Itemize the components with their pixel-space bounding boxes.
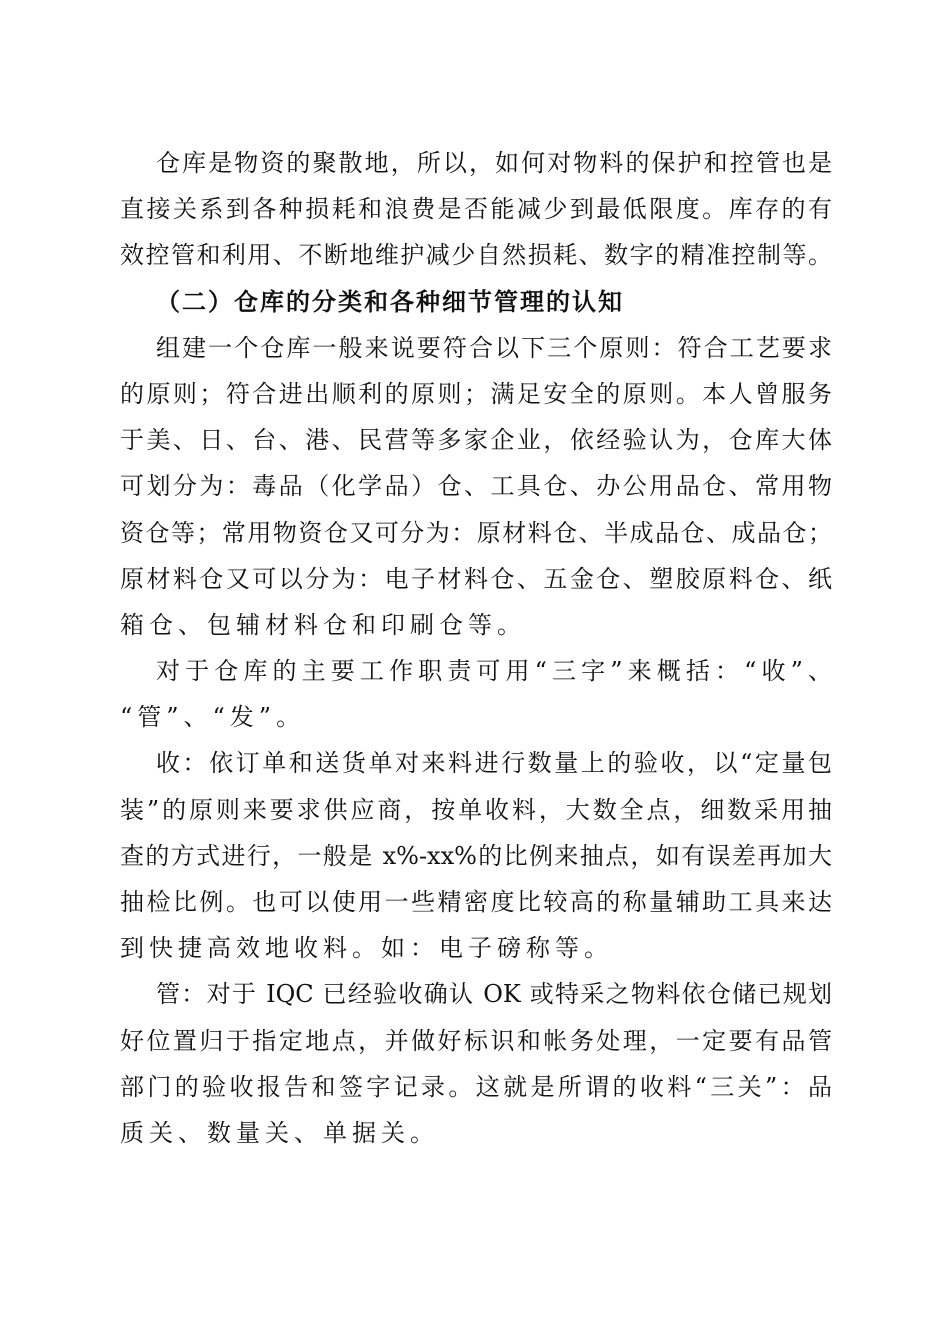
paragraph-line: “管”、“发”。 — [120, 703, 306, 732]
paragraph-line: 组建一个仓库一般来说要符合以下三个原则：符合工艺要求 — [156, 333, 832, 362]
paragraph-line: 直接关系到各种损耗和浪费是否能减少到最低限度。库存的有 — [120, 195, 832, 224]
paragraph-line: 装”的原则来要求供应商，按单收料，大数全点，细数采用抽 — [120, 795, 832, 824]
paragraph-line: 部门的验收报告和签字记录。这就是所谓的收料“三关”：品 — [120, 1072, 832, 1101]
paragraph-line: 收：依订单和送货单对来料进行数量上的验收，以“定量包 — [156, 749, 832, 778]
paragraph-line: 到快捷高效地收料。如：电子磅称等。 — [120, 934, 613, 963]
paragraph-line: 仓库是物资的聚散地，所以，如何对物料的保护和控管也是 — [156, 149, 832, 177]
paragraph-line: 抽检比例。也可以使用一些精密度比较高的称量辅助工具来达 — [120, 888, 832, 916]
paragraph-line: 管：对于 IQC 已经验收确认 OK 或特采之物料依仓储已规划 — [156, 980, 832, 1009]
paragraph-line: 资仓等；常用物资仓又可分为：原材料仓、半成品仓、成品仓； — [120, 518, 832, 547]
paragraph-line: 质关、数量关、单据关。 — [120, 1118, 439, 1147]
document-body — [120, 140, 832, 1156]
section-heading: （二）仓库的分类和各种细节管理的认知 — [156, 286, 624, 316]
paragraph-line: 查的方式进行，一般是 x%-xx%的比例来抽点，如有误差再加大 — [120, 841, 832, 870]
paragraph-line: 的原则；符合进出顺利的原则；满足安全的原则。本人曾服务 — [120, 379, 832, 408]
paragraph-line: 箱仓、包辅材料仓和印刷仓等。 — [120, 610, 526, 639]
paragraph-line: 于美、日、台、港、民营等多家企业，依经验认为，仓库大体 — [120, 426, 832, 455]
paragraph-line: 可划分为：毒品（化学品）仓、工具仓、办公用品仓、常用物 — [120, 472, 832, 501]
paragraph-line: 好位置归于指定地点，并做好标识和帐务处理，一定要有品管 — [120, 1026, 832, 1055]
paragraph-line: 效控管和利用、不断地维护减少自然损耗、数字的精准控制等。 — [120, 241, 832, 270]
paragraph-line: 原材料仓又可以分为：电子材料仓、五金仓、塑胶原料仓、纸 — [120, 564, 832, 593]
paragraph-line: 对于仓库的主要工作职责可用“三字”来概括：“收”、 — [156, 657, 832, 686]
